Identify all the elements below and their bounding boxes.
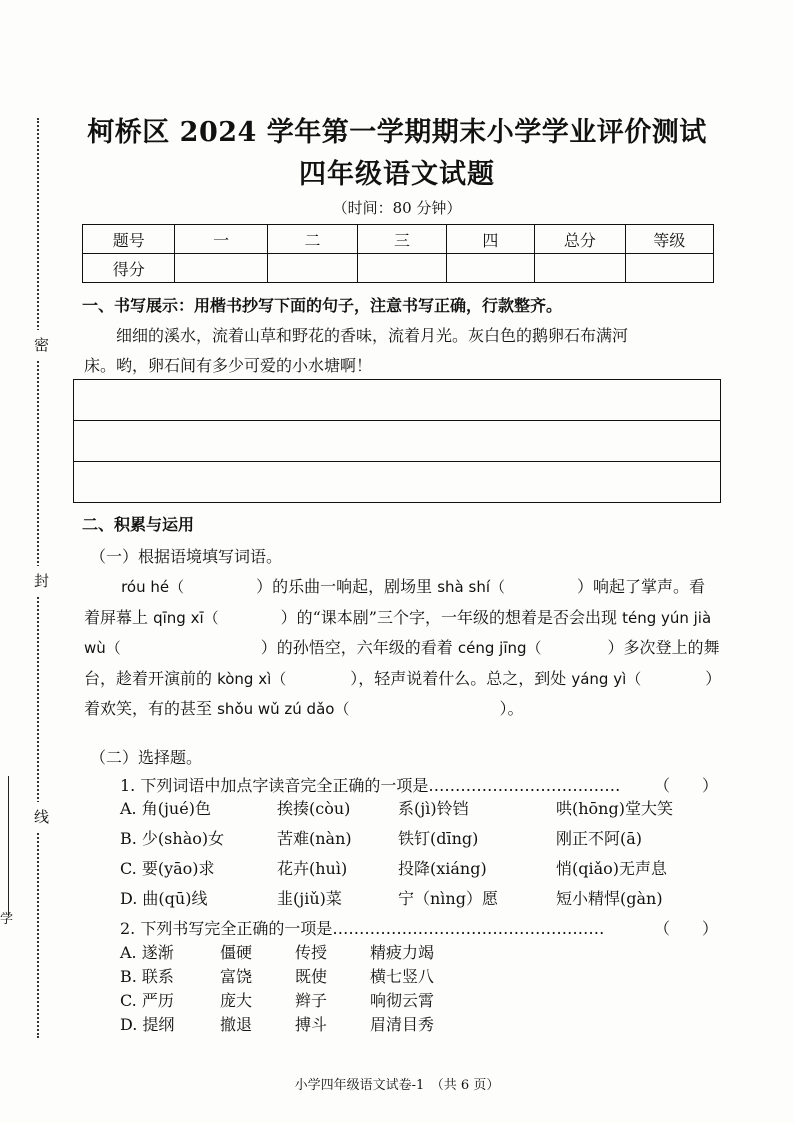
student-info-stub-mark: 学 [0,912,14,927]
q1-opt-d-3: 宁（nìng）愿 [398,889,498,908]
fill-text-6: ），轻声说着什么。总之，到处 [350,668,572,688]
section2-heading: 二、积累与运用 [82,515,195,534]
section1-passage-line1: 细细的溪水，流着山草和野花的香味，流着月光。灰白色的鹅卵石布满河 [116,326,629,345]
score-table [82,224,714,283]
seal-char-feng: 封 [34,566,49,595]
score-cell[interactable] [175,254,267,283]
q1-stem: 1. 下列词语中加点字读音完全正确的一项是……………………………… [120,776,621,795]
q1-opt-a-1: A. 角(jué)色 [120,799,211,818]
fill-pinyin-8: shǒu wǔ zú dǎo（ [217,700,350,718]
handwriting-answer-box[interactable] [73,379,721,503]
score-header-cell: 三 [358,225,446,254]
score-cell[interactable] [358,254,446,283]
q2-opt-b-3: 既使 [295,967,328,986]
part2-heading: （二）选择题。 [90,748,203,767]
q2-opt-c-1: C. 严历 [120,991,174,1010]
q1-opt-d-2: 韭(jiǔ)菜 [277,889,342,908]
q1-opt-c-1: C. 要(yāo)求 [120,859,215,878]
fill-pinyin-1: róu hé（ [121,578,185,596]
fill-pinyin-5: céng jīng（ [457,639,542,657]
q2-opt-b-2: 富饶 [220,967,253,986]
fill-text-2: ）响起了掌声。看着屏幕上 [84,577,706,627]
q2-answer-bracket[interactable]: （ ） [654,919,719,938]
handwriting-rule-line [74,461,720,462]
q1-opt-c-4: 悄(qiǎo)无声息 [556,859,668,878]
fill-text-3: ）的“课本剧”三个字，一年级的想着是否会出现 [280,607,623,627]
q2-opt-a-4: 精疲力竭 [370,943,435,962]
score-table-score-row [83,254,714,283]
q2-opt-d-2: 撤退 [220,1015,253,1034]
q2-opt-c-4: 响彻云霄 [370,991,435,1010]
exam-subtitle: 四年级语文试题 [299,159,495,190]
q1-opt-d-4: 短小精悍(gàn) [556,889,663,908]
fill-text-1: ）的乐曲一响起，剧场里 [256,577,438,596]
score-cell[interactable] [625,254,713,283]
q2-opt-a-3: 传授 [295,943,328,962]
q1-opt-b-1: B. 少(shào)女 [120,829,225,848]
fill-pinyin-2: shà shí（ [437,578,505,596]
part1-heading: （一）根据语境填写词语。 [90,547,283,566]
score-cell[interactable] [535,254,625,283]
score-header-cell: 二 [267,225,357,254]
q2-opt-b-1: B. 联系 [120,967,174,986]
q2-opt-a-2: 僵硬 [220,943,253,962]
exam-time-note: （时间：80 分钟） [332,199,462,217]
score-header-cell: 总分 [535,225,625,254]
section1-heading: 一、书写展示：用楷书抄写下面的句子，注意书写正确，行款整齐。 [82,296,563,315]
fill-pinyin-4: téng yún jià wù（ [84,608,712,657]
fill-in-passage [84,572,720,725]
q2-opt-d-4: 眉清目秀 [370,1015,435,1034]
fill-pinyin-6: kòng xì（ [217,669,287,688]
score-header-cell: 等级 [625,225,713,254]
fill-text-7: ）着欢笑，有的甚至 [84,668,714,718]
q1-opt-a-4: 哄(hōng)堂大笑 [556,799,673,818]
fill-pinyin-7: yáng yì（ [571,669,642,688]
q2-opt-c-3: 辫子 [295,991,328,1010]
q1-opt-c-2: 花卉(huì) [277,859,348,878]
score-table-header-row [83,225,714,254]
q1-opt-b-2: 苦难(nàn) [277,829,352,848]
fill-text-4: ）的孙悟空，六年级的看着 [260,638,458,657]
handwriting-rule-line [74,420,720,421]
score-row-label: 得分 [83,254,175,283]
section1-passage-line2: 床。哟，卵石间有多少可爱的小水塘啊！ [84,356,373,375]
page-footer: 小学四年级语文试卷-1 （共 6 页） [294,1078,500,1093]
fill-text-8: ）。 [499,699,524,718]
score-cell[interactable] [446,254,534,283]
seal-char-xian: 线 [34,802,49,831]
q2-stem: 2. 下列书写完全正确的一项是…………………………………………… [120,919,605,938]
q1-opt-b-3: 铁钉(dīng) [398,829,479,848]
score-header-cell: 四 [446,225,534,254]
q2-opt-c-2: 庞大 [220,991,253,1010]
seal-char-mi: 密 [34,330,49,359]
q1-answer-bracket[interactable]: （ ） [654,776,719,795]
fill-text-5: ）多次登上的舞台，趁着开演前的 [84,638,720,688]
q1-opt-a-2: 挨揍(còu) [277,799,351,818]
q1-opt-c-3: 投降(xiáng) [398,859,487,878]
exam-title: 柯桥区 2024 学年第一学期期末小学学业评价测试 [87,117,707,148]
q2-opt-d-1: D. 提纲 [120,1015,175,1034]
q1-opt-a-3: 系(jì)铃铛 [398,799,469,818]
q2-opt-b-4: 横七竖八 [370,967,435,986]
score-header-cell: 一 [175,225,267,254]
score-header-cell: 题号 [83,225,175,254]
fill-pinyin-3: qīng xī（ [153,608,219,627]
q1-opt-b-4: 刚正不阿(ā) [556,829,643,848]
score-cell[interactable] [267,254,357,283]
q2-opt-d-3: 搏斗 [295,1015,328,1034]
student-info-stub-line [8,776,9,916]
q2-opt-a-1: A. 遂渐 [120,943,174,962]
q1-opt-d-1: D. 曲(qū)线 [120,889,208,908]
